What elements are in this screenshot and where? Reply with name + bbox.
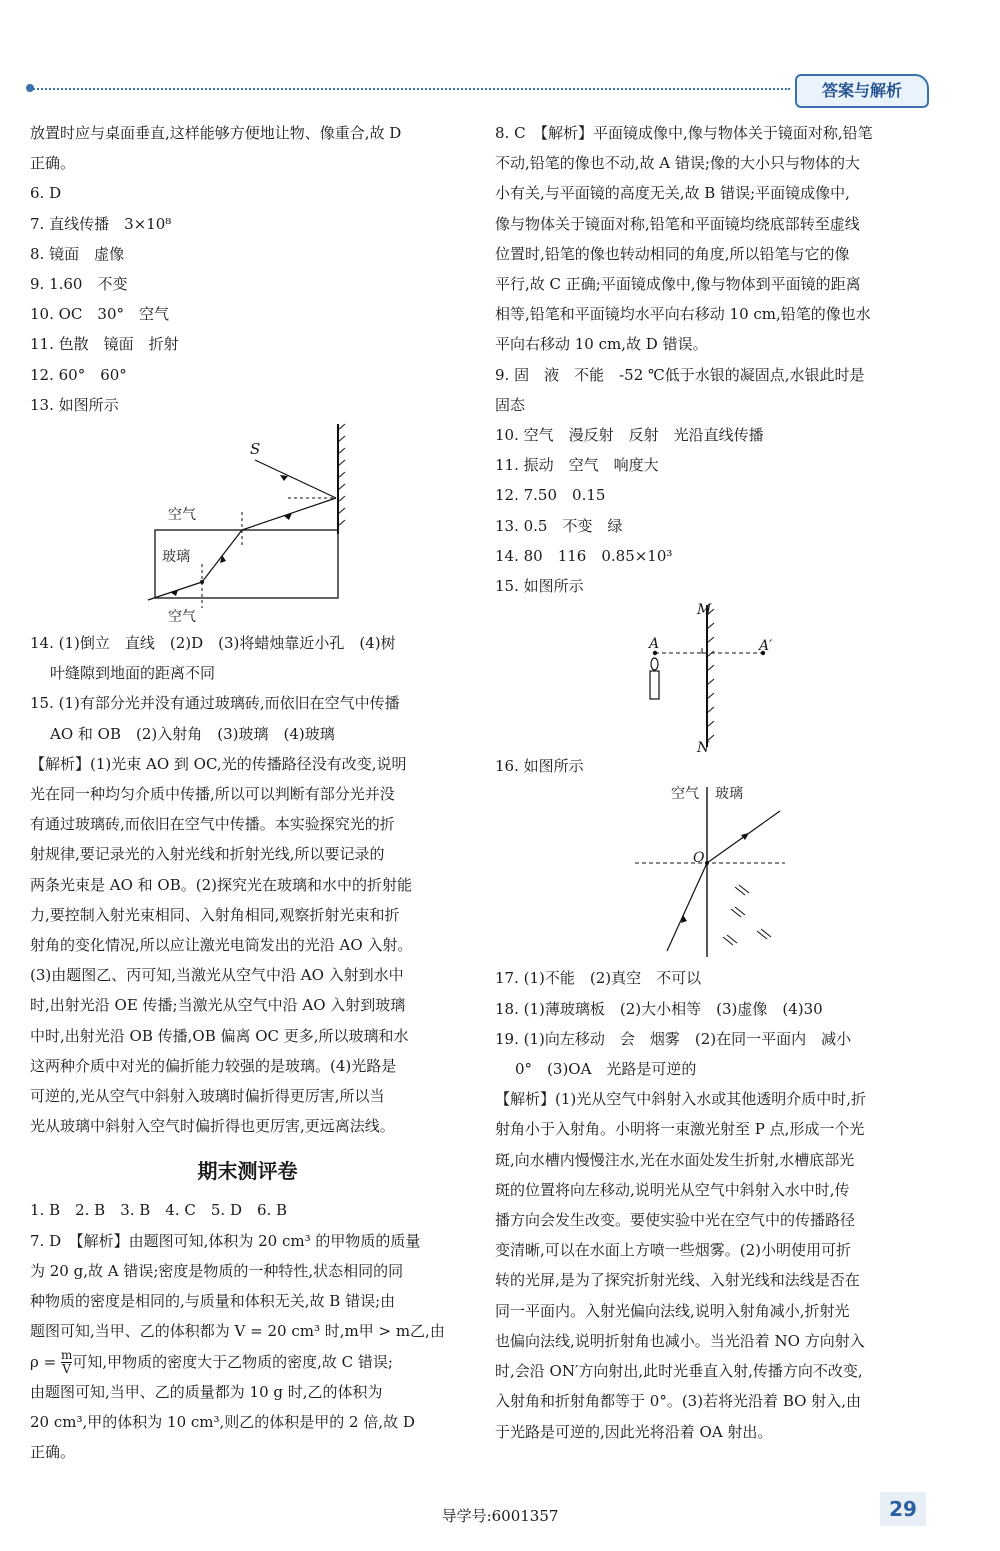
figure-16-refraction bbox=[495, 781, 935, 963]
text-line: 【解析】(1)光从空气中斜射入水或其他透明介质中时,折 bbox=[495, 1090, 867, 1109]
text-line: 转的光屏,是为了探究折射光线、入射光线和法线是否在 bbox=[495, 1271, 860, 1290]
text-line: 时,出射光沿 OE 传播;当激光从空气中沿 AO 入射到玻璃 bbox=[30, 996, 406, 1015]
text-line: 放置时应与桌面垂直,这样能够方便地让物、像重合,故 D bbox=[30, 124, 402, 142]
text-line: 9. 1.60 不变 bbox=[30, 275, 128, 294]
header-title: 答案与解析 bbox=[795, 74, 929, 108]
text-line: 9. 固 液 不能 -52 ℃低于水银的凝固点,水银此时是 bbox=[495, 365, 865, 384]
text-line: 1. B 2. B 3. B 4. C 5. D 6. B bbox=[30, 1201, 288, 1220]
text-line: 也偏向法线,说明折射角也减小。当光沿着 NO 方向射入 bbox=[495, 1331, 865, 1350]
text-line: 10. OC 30° 空气 bbox=[30, 305, 169, 324]
text-line: 12. 60° 60° bbox=[30, 365, 127, 384]
text-line: AO 和 OB (2)入射角 (3)玻璃 (4)玻璃 bbox=[50, 724, 335, 743]
text-line: 平行,故 C 正确;平面镜成像中,像与物体到平面镜的距离 bbox=[495, 275, 861, 294]
text-line: 12. 7.50 0.15 bbox=[495, 486, 606, 505]
formula-line bbox=[30, 1347, 465, 1377]
fig16-label-air: 空气 bbox=[671, 786, 699, 803]
formula-numerator: m bbox=[60, 1348, 73, 1362]
left-column bbox=[30, 118, 465, 1467]
text-line: 小有关,与平面镜的高度无关,故 B 错误;平面镜成像中, bbox=[495, 184, 850, 203]
text-line: 不动,铅笔的像也不动,故 A 错误;像的大小只与物体的大 bbox=[495, 154, 860, 173]
text-line: 变清晰,可以在水面上方喷一些烟雾。(2)小明使用可折 bbox=[495, 1241, 852, 1260]
text-line: 18. (1)薄玻璃板 (2)大小相等 (3)虚像 (4)30 bbox=[495, 999, 823, 1018]
fig13-label-s: S bbox=[250, 440, 261, 459]
guide-number: 导学号:6001357 bbox=[441, 1507, 559, 1525]
text-line: 8. C 【解析】平面镜成像中,像与物体关于镜面对称,铅笔 bbox=[495, 124, 873, 142]
text-line: 光从玻璃中斜射入空气时偏折得也更厉害,更远离法线。 bbox=[30, 1117, 395, 1136]
text-line: 11. 振动 空气 响度大 bbox=[495, 456, 659, 475]
text-line: 20 cm³,甲的体积为 10 cm³,则乙的体积是甲的 2 倍,故 D bbox=[30, 1412, 415, 1431]
text-line: 10. 空气 漫反射 反射 光沿直线传播 bbox=[495, 426, 764, 445]
text-line: 光在同一种均匀介质中传播,所以可以判断有部分光并没 bbox=[30, 785, 395, 804]
formula-lhs: ρ = bbox=[30, 1352, 61, 1371]
page-number: 29 bbox=[880, 1492, 926, 1526]
text-line: 【解析】(1)光束 AO 到 OC,光的传播路径没有改变,说明 bbox=[30, 754, 407, 773]
text-line: 叶缝隙到地面的距离不同 bbox=[50, 664, 216, 683]
text-line: 17. (1)不能 (2)真空 不可以 bbox=[495, 969, 702, 988]
text-line: 入射角和折射角都等于 0°。(3)若将光沿着 BO 射入,由 bbox=[495, 1392, 861, 1411]
density-formula bbox=[30, 1348, 73, 1376]
formula-fraction bbox=[61, 1349, 72, 1376]
text-line: 11. 色散 镜面 折射 bbox=[30, 335, 179, 354]
text-line: 15. 如图所示 bbox=[495, 577, 584, 596]
figure-15-plane-mirror bbox=[495, 601, 935, 757]
text-line: 射角的变化情况,所以应让激光电筒发出的光沿 AO 入射。 bbox=[30, 936, 413, 955]
fig15-label-m: M bbox=[697, 602, 712, 619]
figure-13-svg bbox=[30, 420, 465, 628]
text-line: 7. 直线传播 3×10⁸ bbox=[30, 214, 172, 233]
text-line: 斑,向水槽内慢慢注水,光在水面处发生折射,水槽底部光 bbox=[495, 1150, 855, 1169]
text-line: 固态 bbox=[495, 395, 526, 414]
text-line: 斑的位置将向左移动,说明光从空气中斜射入水中时,传 bbox=[495, 1180, 850, 1199]
text-line: 射角小于入射角。小明将一束激光射至 P 点,形成一个光 bbox=[495, 1120, 865, 1139]
text-line: 于光路是可逆的,因此光将沿着 OA 射出。 bbox=[495, 1422, 773, 1441]
fig15-label-a: A bbox=[649, 636, 660, 653]
text-line: 可逆的,光从空气中斜射入玻璃时偏折得更厉害,所以当 bbox=[30, 1087, 385, 1106]
text-line: 19. (1)向左移动 会 烟雾 (2)在同一平面内 减小 bbox=[495, 1029, 852, 1048]
text-line: 射规律,要记录光的入射光线和折射光线,所以要记录的 bbox=[30, 845, 385, 864]
figure-13-refraction bbox=[30, 420, 465, 628]
right-column bbox=[495, 118, 935, 1447]
header-dotted-rule bbox=[30, 88, 790, 90]
text-line: 可知,甲物质的密度大于乙物质的密度,故 C 错误; bbox=[72, 1352, 393, 1371]
text-line: 13. 如图所示 bbox=[30, 395, 119, 414]
text-line: 14. (1)倒立 直线 (2)D (3)将蜡烛靠近小孔 (4)树 bbox=[30, 634, 396, 653]
fig15-label-n: N bbox=[697, 740, 710, 757]
text-line: (3)由题图乙、丙可知,当激光从空气中沿 AO 入射到水中 bbox=[30, 966, 404, 985]
fig13-label-air-top: 空气 bbox=[168, 507, 196, 524]
text-line: 8. 镜面 虚像 bbox=[30, 244, 125, 263]
section-title: 期末测评卷 bbox=[197, 1159, 298, 1184]
text-line: 14. 80 116 0.85×10³ bbox=[495, 546, 673, 565]
text-line: 位置时,铅笔的像也转动相同的角度,所以铅笔与它的像 bbox=[495, 244, 850, 263]
text-line: 像与物体关于镜面对称,铅笔和平面镜均绕底部转至虚线 bbox=[495, 214, 860, 233]
text-line: 13. 0.5 不变 绿 bbox=[495, 516, 623, 535]
text-line: 播方向会发生改变。要使实验中光在空气中的传播路径 bbox=[495, 1211, 856, 1230]
text-line: 正确。 bbox=[30, 154, 76, 173]
text-line: 这两种介质中对光的偏折能力较强的是玻璃。(4)光路是 bbox=[30, 1056, 397, 1075]
text-line: 相等,铅笔和平面镜均水平向右移动 10 cm,铅笔的像也水 bbox=[495, 305, 871, 324]
text-line: 16. 如图所示 bbox=[495, 757, 584, 776]
fig13-label-glass: 玻璃 bbox=[162, 549, 190, 566]
text-line: 由题图可知,当甲、乙的质量都为 10 g 时,乙的体积为 bbox=[30, 1382, 383, 1401]
text-line: 6. D bbox=[30, 184, 62, 203]
fig16-label-o: O bbox=[693, 850, 705, 867]
text-line: 题图可知,当甲、乙的体积都为 V = 20 cm³ 时,m甲 > m乙,由 bbox=[30, 1322, 445, 1341]
text-line: 0° (3)OA 光路是可逆的 bbox=[515, 1060, 697, 1079]
text-line: 15. (1)有部分光并没有通过玻璃砖,而依旧在空气中传播 bbox=[30, 694, 400, 713]
fig16-label-glass: 玻璃 bbox=[715, 786, 743, 803]
fig15-label-a-prime: A′ bbox=[759, 638, 773, 655]
text-line: 两条光束是 AO 和 OB。(2)探究光在玻璃和水中的折射能 bbox=[30, 875, 413, 894]
text-line: 力,要控制入射光束相同、入射角相同,观察折射光束和折 bbox=[30, 905, 400, 924]
text-line: 中时,出射光沿 OB 传播,OB 偏离 OC 更多,所以玻璃和水 bbox=[30, 1026, 409, 1045]
text-line: 平向右移动 10 cm,故 D 错误。 bbox=[495, 335, 708, 354]
fig13-label-air-bottom: 空气 bbox=[168, 609, 196, 626]
text-line: 7. D 【解析】由题图可知,体积为 20 cm³ 的甲物质的质量 bbox=[30, 1231, 421, 1250]
text-line: 时,会沿 ON′方向射出,此时光垂直入射,传播方向不改变, bbox=[495, 1362, 863, 1381]
text-line: 正确。 bbox=[30, 1443, 76, 1462]
text-line: 有通过玻璃砖,而依旧在空气中传播。本实验探究光的折 bbox=[30, 815, 395, 834]
figure-15-svg bbox=[495, 601, 935, 751]
formula-denominator: V bbox=[62, 1362, 71, 1376]
text-line: 种物质的密度是相同的,与质量和体积无关,故 B 错误;由 bbox=[30, 1292, 396, 1311]
text-line: 同一平面内。入射光偏向法线,说明入射角减小,折射光 bbox=[495, 1301, 850, 1320]
text-line: 为 20 g,故 A 错误;密度是物质的一种特性,状态相同的同 bbox=[30, 1261, 404, 1280]
